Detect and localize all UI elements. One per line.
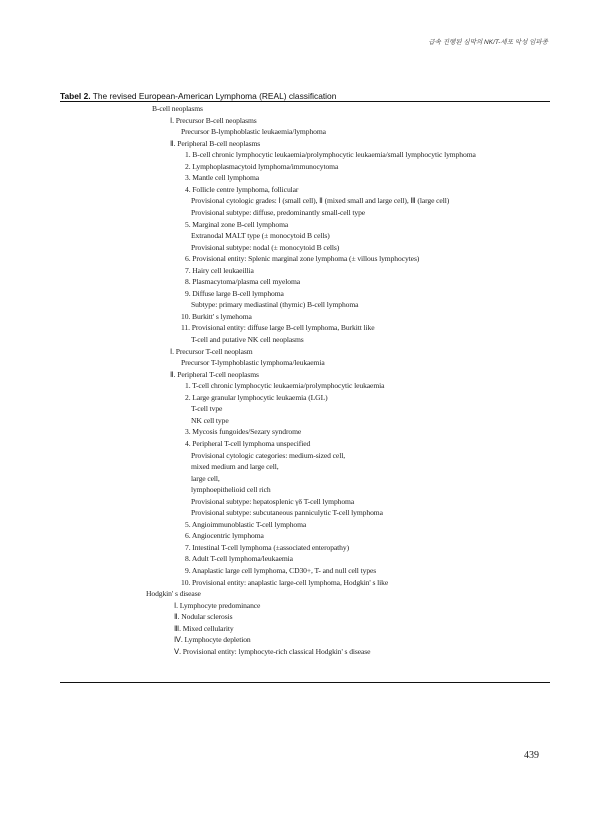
page-number: 439	[524, 750, 539, 761]
classification-line: Provisional cytologic grades: Ⅰ (small cell), Ⅱ (mixed small and large cell), Ⅲ (large cell)	[191, 196, 450, 206]
classification-line: large cell,	[191, 473, 220, 483]
classification-line: Precursor T-lymphoblastic lymphoma/leukaemia	[181, 358, 325, 368]
classification-line: Provisional subtype: subcutaneous panniculytic T-cell lymphoma	[191, 508, 383, 518]
classification-line: 3. Mantle cell lymphoma	[185, 173, 260, 183]
classification-line: 2. Lymphoplasmacytoid lymphoma/immunocytoma	[185, 161, 339, 171]
classification-line: 9. Diffuse large B-cell lymphoma	[185, 288, 284, 298]
classification-line: 2. Large granular lymphocytic leukaemia (LGL)	[185, 392, 328, 402]
classification-line: B-cell neoplasms	[152, 104, 203, 113]
classification-line: Ⅰ. Precursor B-cell neoplasms	[170, 115, 257, 125]
classification-line: Provisional subtype: diffuse, predominantly small-cell type	[191, 207, 366, 217]
classification-line: lymphoepithelioid cell rich	[191, 485, 271, 495]
classification-line: 9. Anaplastic large cell lymphoma, CD30+, T- and null cell types	[185, 566, 377, 575]
classification-line: Subtype: primary mediastinal (thymic) B-cell lymphoma	[191, 300, 359, 310]
classification-line: Provisional subtype: nodal (± monocytoid B cells)	[191, 242, 340, 252]
classification-line: Provisional subtype: hepatosplenic γδ T-cell lymphoma	[191, 496, 355, 506]
classification-line: mixed medium and large cell,	[191, 462, 279, 472]
classification-line: Ⅰ. Lymphocyte predominance	[174, 600, 261, 610]
classification-line: Provisional cytologic categories: medium-sized cell,	[191, 450, 346, 460]
classification-line: Ⅴ. Provisional entity: lymphocyte-rich classical Hodgkin' s disease	[174, 646, 371, 656]
table-bottom-rule	[60, 682, 550, 683]
table-caption	[60, 91, 336, 101]
classification-line: 7. Intestinal T-cell lymphoma (±associated enteropathy)	[185, 542, 349, 552]
classification-line: 10. Burkitt' s lymehoma	[181, 311, 252, 321]
classification-line: 4. Peripheral T-cell lymphoma unspecified	[185, 438, 311, 448]
classification-line: 5. Angioimmunoblastic T-cell lymphoma	[185, 519, 307, 529]
classification-line: Ⅱ. Peripheral B-cell neoplasms	[170, 138, 261, 148]
classification-line: 7. Hairy cell leukaeillia	[185, 265, 254, 275]
classification-line: T-cell tvpe	[191, 404, 223, 414]
table-title: The revised European-American Lymphoma (REAL) classification	[90, 91, 337, 101]
classification-line: 10. Provisional entity: anaplastic large-cell lymphoma, Hodgkin' s like	[181, 577, 389, 587]
classification-line: 6. Provisional entity: Splenic marginal zone lymphoma (± villous lymphocytes)	[185, 254, 420, 264]
classification-line: 6. Angiocentric lymphoma	[185, 531, 264, 541]
classification-line: T-cell and putative NK cell neoplasms	[191, 335, 304, 344]
classification-line: Ⅱ. Peripheral T-cell neoplasms	[170, 369, 259, 379]
classification-line: Ⅱ. Nodular sclerosis	[174, 612, 233, 622]
classification-line: 3. Mycosis fungoides/Sezary syndrome	[185, 427, 302, 437]
classification-line: 5. Marginal zone B-cell lymphoma	[185, 219, 289, 229]
classification-line: Hodgkin' s disease	[146, 589, 201, 599]
table-top-rule	[60, 101, 550, 102]
classification-line: 1. T-cell chronic lymphocytic leukaemia/prolymphocytic leukaemia	[185, 381, 385, 391]
table-label: Tabel 2.	[60, 91, 91, 101]
classification-line: Ⅰ. Precursor T-cell neoplasm	[170, 346, 253, 356]
classification-line: 1. B-cell chronic lymphocytic leukaemia/prolymphocytic leukaemia/small lymphocytic lymphoma	[185, 150, 476, 160]
classification-line: Precursor B-lymphoblastic leukaemia/lymphoma	[181, 127, 326, 137]
classification-line: 8. Plasmacytoma/plasma cell myeloma	[185, 277, 301, 287]
classification-line: 4. Follicle centre lymphoma, follicular	[185, 184, 299, 194]
classification-line: Ⅳ. Lymphocyte depletion	[174, 635, 251, 645]
classification-line: Extranodal MALT type (± monocytoid B cells)	[191, 231, 330, 241]
classification-line: NK cell type	[191, 415, 229, 425]
classification-line: Ⅲ. Mixed cellularity	[174, 623, 234, 633]
classification-line: 11. Provisional entity: diffuse large B-cell lymphoma, Burkitt like	[181, 323, 375, 333]
classification-line: 8. Adult T-cell lymphoma/leukaemia	[185, 554, 293, 564]
running-header: 급속 진행된 심막의 NK/T-세포 악성 임파종	[428, 39, 548, 46]
